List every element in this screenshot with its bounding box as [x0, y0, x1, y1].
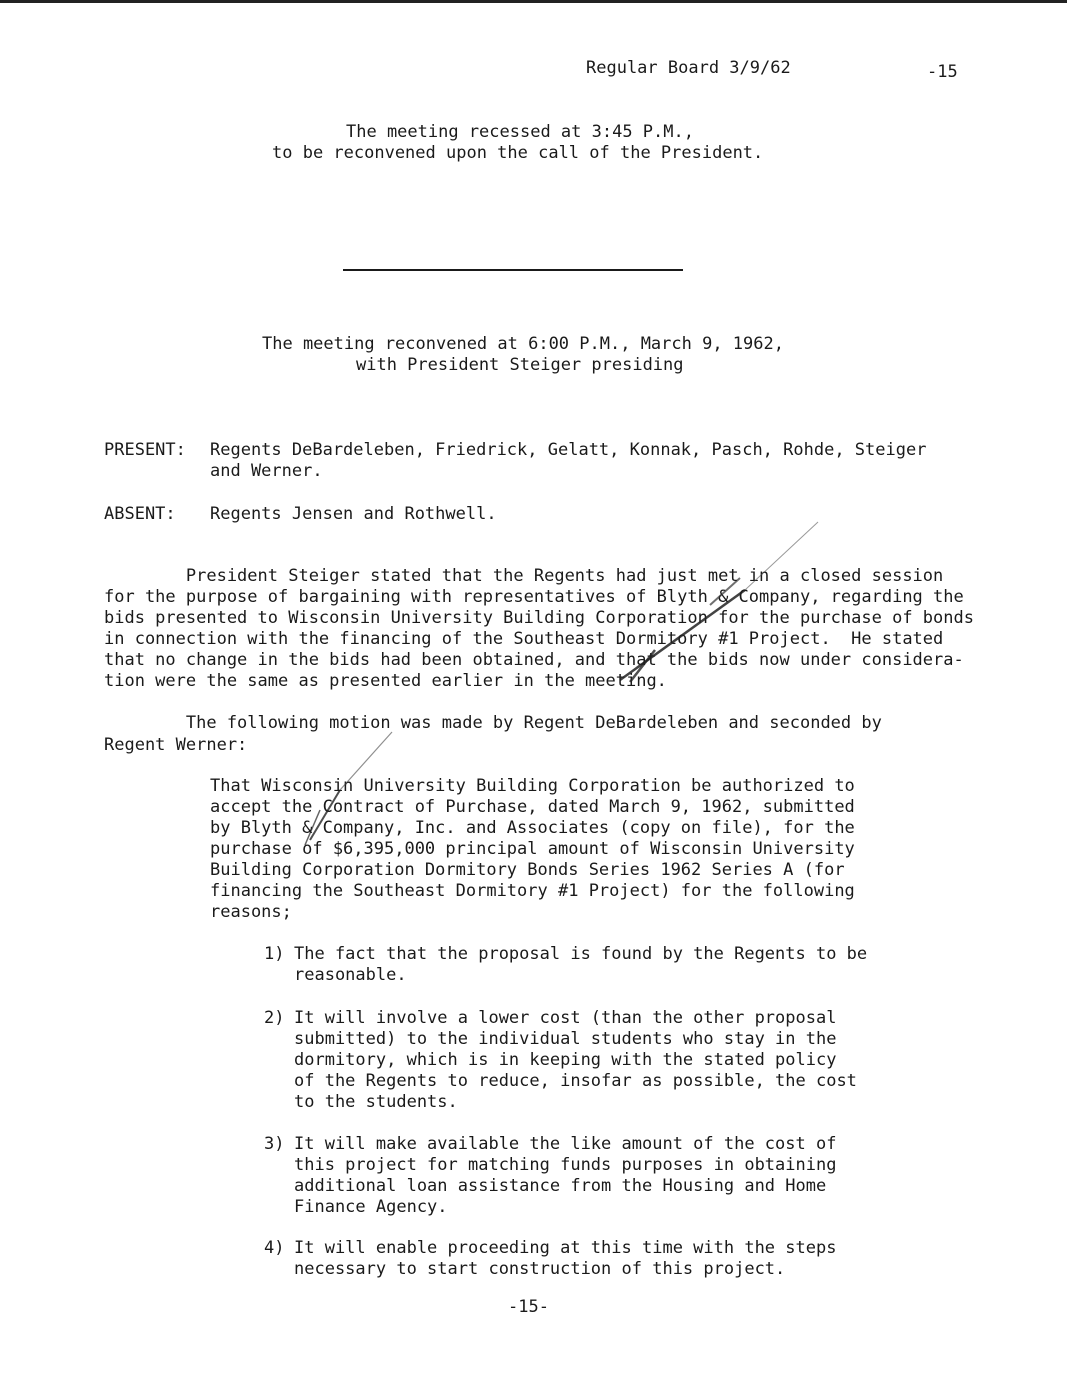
- reason-3-line-2: this project for matching funds purposes in obtaining: [294, 1155, 837, 1175]
- reason-2-number: 2): [264, 1008, 285, 1028]
- pen-stroke-mark-left: [280, 730, 400, 870]
- paragraph1-line-4: in connection with the financing of the Southeast Dormitory #1 Project. He stated: [104, 629, 944, 649]
- reason-4-line-2: necessary to start construction of this project.: [294, 1259, 786, 1279]
- motion-line-7: reasons;: [210, 902, 292, 922]
- recess-line-1: The meeting recessed at 3:45 P.M.,: [346, 122, 694, 142]
- motion-line-6: financing the Southeast Dormitory #1 Project) for the following: [210, 881, 855, 901]
- reason-2-line-3: dormitory, which is in keeping with the stated policy: [294, 1050, 837, 1070]
- motion-line-2: accept the Contract of Purchase, dated March 9, 1962, submitted: [210, 797, 855, 817]
- paragraph1-line-2: for the purpose of bargaining with representatives of Blyth & Company, regarding the: [104, 587, 964, 607]
- reason-2-line-5: to the students.: [294, 1092, 458, 1112]
- motion-line-3: by Blyth & Company, Inc. and Associates (copy on file), for the: [210, 818, 855, 838]
- reason-2-line-2: submitted) to the individual students who stay in the: [294, 1029, 837, 1049]
- reason-1-number: 1): [264, 944, 285, 964]
- footer-page-number: -15-: [508, 1297, 549, 1317]
- reason-2-line-4: of the Regents to reduce, insofar as possible, the cost: [294, 1071, 857, 1091]
- present-line-1: Regents DeBardeleben, Friedrick, Gelatt, Konnak, Pasch, Rohde, Steiger: [210, 440, 927, 460]
- page-top-edge: [0, 0, 1067, 3]
- reason-3-line-3: additional loan assistance from the Housing and Home: [294, 1176, 827, 1196]
- present-label: PRESENT:: [104, 440, 186, 460]
- absent-line-1: Regents Jensen and Rothwell.: [210, 504, 497, 524]
- reason-4-line-1: It will enable proceeding at this time with the steps: [294, 1238, 837, 1258]
- paragraph2-line-1: The following motion was made by Regent DeBardeleben and seconded by: [104, 713, 882, 733]
- paragraph1-line-1: President Steiger stated that the Regents had just met in a closed session: [104, 566, 944, 586]
- absent-label: ABSENT:: [104, 504, 176, 524]
- reason-2-line-1: It will involve a lower cost (than the other proposal: [294, 1008, 837, 1028]
- present-line-2: and Werner.: [210, 461, 323, 481]
- paragraph1-line-5: that no change in the bids had been obtained, and that the bids now under considera-: [104, 650, 964, 670]
- reason-1-line-1: The fact that the proposal is found by the Regents to be: [294, 944, 868, 964]
- motion-line-1: That Wisconsin University Building Corporation be authorized to: [210, 776, 855, 796]
- reason-3-line-1: It will make available the like amount of the cost of: [294, 1134, 837, 1154]
- reason-1-line-2: reasonable.: [294, 965, 407, 985]
- motion-line-4: purchase of $6,395,000 principal amount of Wisconsin University: [210, 839, 855, 859]
- paragraph1-line-3: bids presented to Wisconsin University Building Corporation for the purchase of bonds: [104, 608, 974, 628]
- paragraph1-line-6: tion were the same as presented earlier in the meeting.: [104, 671, 667, 691]
- reconvene-line-2: with President Steiger presiding: [356, 355, 684, 375]
- recess-line-2: to be reconvened upon the call of the President.: [272, 143, 764, 163]
- reason-4-number: 4): [264, 1238, 285, 1258]
- motion-line-5: Building Corporation Dormitory Bonds Series 1962 Series A (for: [210, 860, 845, 880]
- paragraph2-line-2: Regent Werner:: [104, 735, 248, 755]
- reason-3-number: 3): [264, 1134, 285, 1154]
- reconvene-line-1: The meeting reconvened at 6:00 P.M., March 9, 1962,: [262, 334, 784, 354]
- header-page-number: -15: [927, 62, 958, 82]
- reason-3-line-4: Finance Agency.: [294, 1197, 448, 1217]
- section-divider: [343, 269, 683, 271]
- header-title: Regular Board 3/9/62: [586, 58, 791, 78]
